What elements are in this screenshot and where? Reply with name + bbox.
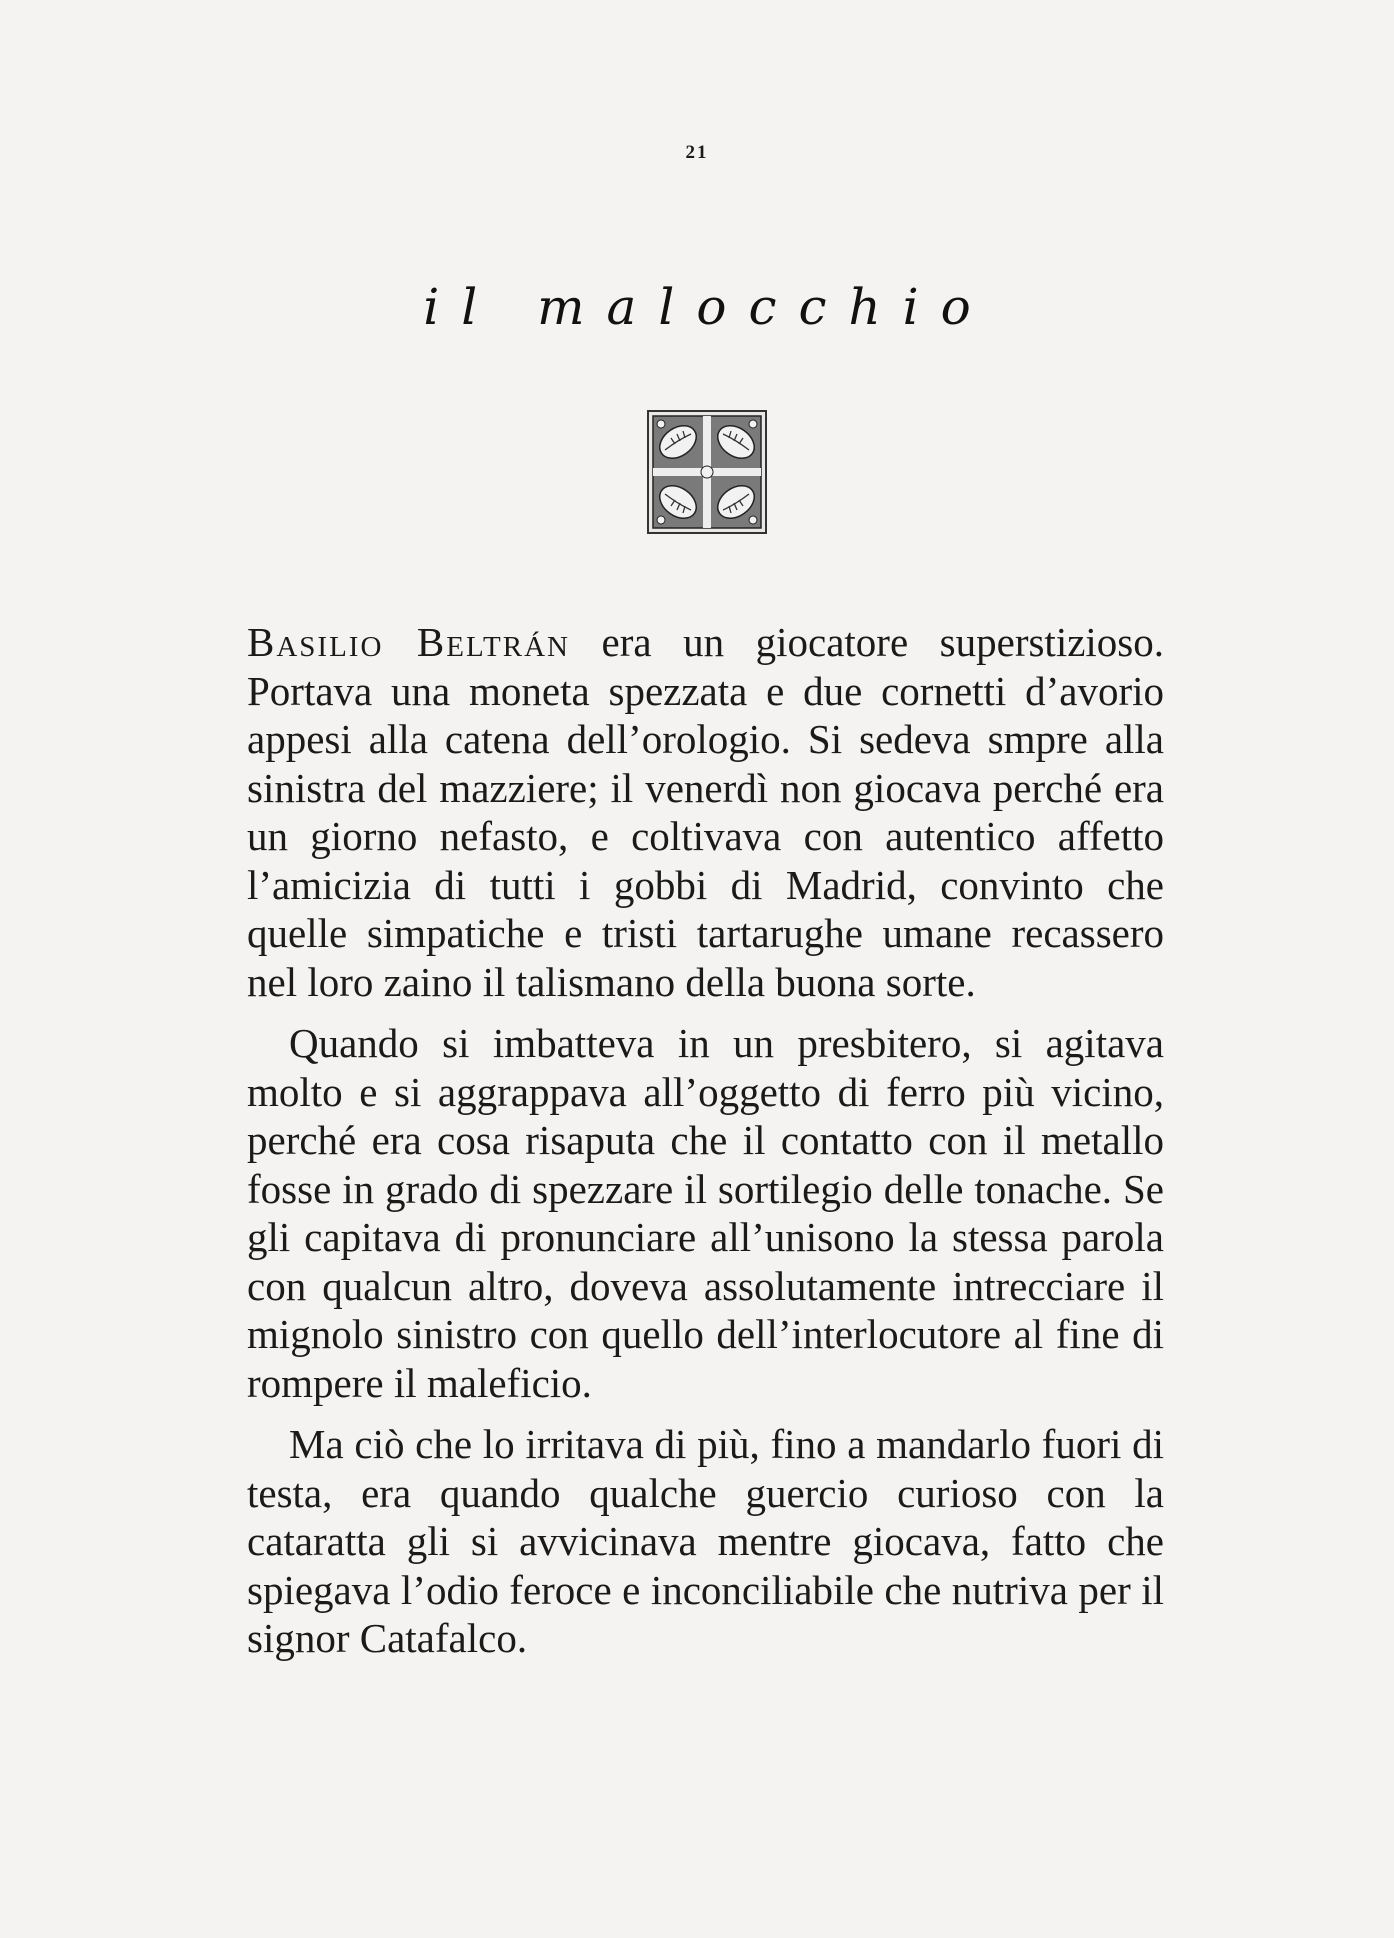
paragraph-1 (247, 618, 1164, 1006)
floral-square-ornament-icon (647, 410, 767, 534)
paragraph-3: Ma ciò che lo irritava di più, fino a mandarlo fuori di testa, era quando qualche guercio curioso con la cataratta gli si avvicinava mentre giocava, fatto che spiegava l’odio feroce e inconciliabile che nutriva per il signor Catafalco. (247, 1421, 1164, 1661)
body-text (247, 618, 1164, 1676)
paragraph-1-text: era un giocatore superstizioso. Portava una moneta spezzata e due cornetti d’avorio appesi alla catena dell’orologio. Si sedeva smpre alla sinistra del mazziere; il venerdì non giocava perché era un giorno nefasto, e coltivava con autentico affetto l’amicizia di tutti i gobbi di Madrid, convinto che quelle simpatiche e tristi tartarughe umane recassero nel loro zaino il talismano della buona sorte. (247, 619, 1165, 1005)
page-number: 21 (685, 142, 709, 163)
paragraph-2: Quando si imbatteva in un presbitero, si agitava molto e si aggrappava all’oggetto di ferro più vicino, perché era cosa risaputa che il contatto con il metallo fosse in grado di spezzare il sortilegio delle tonache. Se gli capitava di pronunciare all’unisono la stessa parola con qualcun altro, doveva assolutamente intrecciare il mignolo sinistro con quello dell’interlocutore al fine di rompere il maleficio. (247, 1020, 1164, 1406)
lead-name: Basilio Beltrán (247, 619, 570, 665)
chapter-title: il malocchio (423, 278, 993, 336)
